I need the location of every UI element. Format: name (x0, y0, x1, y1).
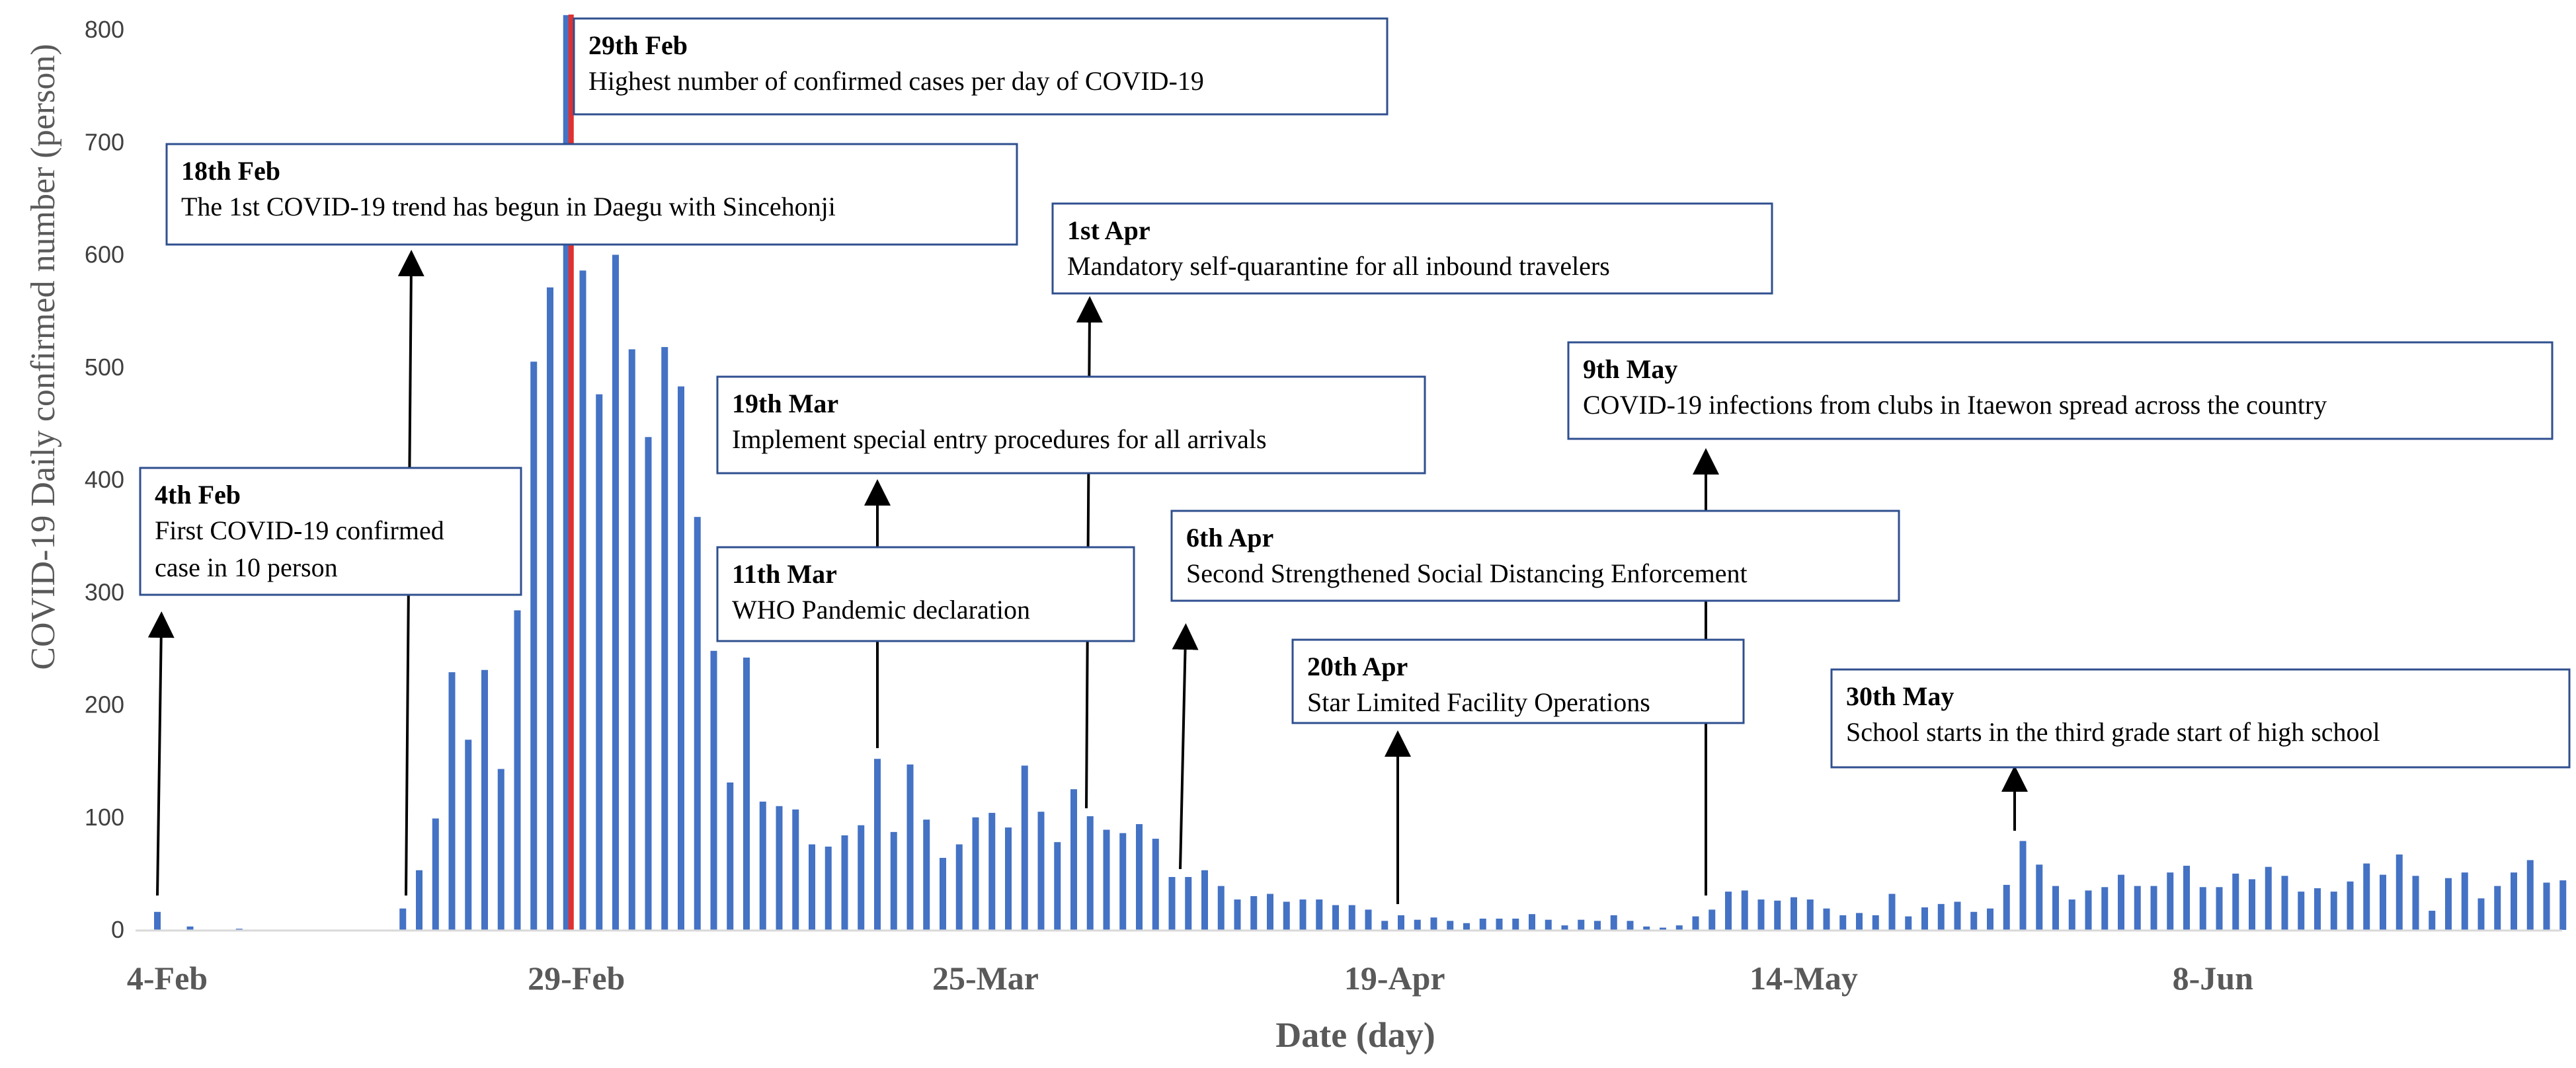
bar (2314, 888, 2321, 930)
bar (809, 845, 815, 930)
bar (1774, 901, 1781, 930)
bar (2429, 911, 2435, 930)
bar (760, 802, 766, 930)
bar (514, 610, 521, 930)
annotation-text: School starts in the third grade start of high school (1846, 717, 2380, 747)
bar (2249, 879, 2255, 930)
bar (1104, 829, 1110, 930)
annotation-title: 11th Mar (732, 559, 837, 589)
bar (2183, 866, 2190, 930)
bar (842, 835, 848, 930)
bar (154, 912, 161, 930)
bar (940, 858, 946, 930)
bar (1398, 915, 1404, 930)
bar (988, 813, 995, 930)
bar (678, 387, 684, 930)
bar (2216, 887, 2223, 930)
annotation-title: 18th Feb (181, 156, 280, 186)
bar (449, 672, 456, 930)
bar (1119, 833, 1126, 930)
bar (1954, 901, 1961, 930)
bar (1545, 920, 1552, 930)
bar (711, 651, 717, 930)
bar (1921, 907, 1928, 930)
bar (2445, 878, 2452, 930)
bar (907, 765, 914, 930)
annotation (1568, 342, 2552, 439)
bar (2396, 855, 2403, 930)
bar (1758, 899, 1765, 930)
bar (1218, 886, 1225, 930)
bar (874, 759, 881, 930)
bar (1332, 905, 1339, 930)
x-tick-label: 4-Feb (126, 960, 208, 997)
annotation-title: 4th Feb (155, 480, 241, 510)
bar (1693, 917, 1699, 930)
y-tick-label: 200 (84, 691, 124, 718)
bar (1234, 899, 1241, 930)
bar (1807, 899, 1814, 930)
bar (547, 287, 553, 930)
bar (1742, 890, 1748, 930)
bar (2085, 890, 2092, 930)
bar (1970, 912, 1977, 930)
bar (2544, 882, 2550, 930)
bar (1447, 921, 1453, 930)
bar (1283, 901, 1290, 930)
bar (1643, 927, 1650, 930)
bar (2134, 886, 2141, 930)
bar (1480, 919, 1486, 930)
annotation-title: 19th Mar (732, 389, 839, 418)
y-tick-label: 0 (110, 916, 124, 943)
y-tick-label: 800 (84, 16, 124, 43)
bar (1169, 877, 1176, 930)
bar (2559, 880, 2566, 930)
annotation (167, 144, 1017, 245)
annotation (574, 19, 1387, 114)
annotation (1831, 669, 2569, 767)
y-tick-label: 300 (84, 578, 124, 606)
bar (661, 347, 668, 930)
bar (1611, 915, 1617, 930)
bar (1070, 789, 1077, 930)
bar (1381, 921, 1388, 930)
bar (2101, 887, 2108, 930)
bar (1938, 904, 1945, 930)
bar (743, 658, 750, 930)
bar (1660, 928, 1666, 930)
bar (1627, 921, 1634, 930)
bar (1889, 894, 1896, 930)
annotation (717, 377, 1425, 473)
bar (612, 255, 619, 931)
bar (1201, 870, 1208, 930)
bar (1496, 919, 1503, 930)
bar (580, 270, 586, 930)
bar (1594, 921, 1601, 930)
bar (1529, 914, 1535, 930)
annotation-text: Highest number of confirmed cases per day of COVID-19 (588, 66, 1204, 96)
x-tick-label: 25-Mar (932, 960, 1039, 997)
annotation (1053, 204, 1772, 293)
annotation (140, 468, 521, 595)
annotation-text: Star Limited Facility Operations (1307, 687, 1650, 717)
bar (1136, 824, 1143, 930)
y-axis-title: COVID-19 Daily confirmed number (person) (24, 44, 62, 670)
bar (2478, 898, 2485, 930)
bar (2282, 876, 2288, 930)
bar (1431, 917, 1437, 930)
bar (1152, 839, 1159, 930)
annotation-text: First COVID-19 confirmed (155, 515, 444, 545)
bar (2167, 872, 2173, 930)
bar (858, 825, 864, 930)
bar (1562, 925, 1568, 930)
bar (2036, 864, 2042, 930)
bar (956, 845, 963, 930)
bar (2511, 872, 2517, 930)
bar (2347, 882, 2354, 930)
bar (2200, 887, 2206, 930)
bar (481, 670, 488, 930)
bar (2494, 886, 2501, 930)
bar (2462, 872, 2468, 930)
bar (776, 806, 783, 930)
bar (416, 870, 423, 930)
bar (1856, 913, 1863, 930)
y-tick-label: 500 (84, 353, 124, 381)
bar (2380, 875, 2386, 930)
bar (923, 820, 930, 930)
bar (1905, 917, 1912, 930)
bar (1365, 909, 1372, 930)
bar (1987, 909, 1993, 930)
x-tick-label: 8-Jun (2172, 960, 2253, 997)
annotation-arrow (1180, 636, 1186, 869)
y-tick-label: 600 (84, 241, 124, 268)
bar (1463, 923, 1470, 930)
annotation-title: 9th May (1583, 354, 1678, 384)
bar (2069, 899, 2075, 930)
bar (1250, 896, 1257, 930)
bar (1185, 877, 1191, 930)
bar (1709, 909, 1715, 930)
bar (498, 769, 504, 930)
bar (694, 517, 701, 930)
bar (1316, 899, 1322, 930)
annotation-title: 20th Apr (1307, 652, 1408, 681)
bar (1676, 925, 1683, 930)
bar (792, 810, 799, 930)
bar (1300, 899, 1307, 930)
bar (1087, 816, 1094, 930)
annotation-arrow (157, 625, 161, 896)
x-tick-label: 19-Apr (1344, 960, 1445, 997)
bar (1022, 765, 1028, 930)
annotation-text: case in 10 person (155, 553, 338, 582)
bar (645, 437, 652, 930)
x-tick-label: 29-Feb (528, 960, 625, 997)
bar (399, 909, 406, 930)
annotation-text: The 1st COVID-19 trend has begun in Daegu with Sincehonji (181, 192, 836, 221)
annotation-text: Mandatory self-quarantine for all inbound travelers (1067, 251, 1610, 281)
annotation-title: 6th Apr (1186, 523, 1274, 553)
bar (2413, 876, 2419, 930)
bar (2527, 860, 2534, 930)
y-tick-label: 100 (84, 803, 124, 831)
annotation-text: Second Strengthened Social Distancing Enforcement (1186, 558, 1748, 588)
bar (2020, 841, 2027, 930)
annotation-text: WHO Pandemic declaration (732, 595, 1030, 625)
y-tick-label: 700 (84, 128, 124, 156)
annotation (1172, 511, 1899, 601)
bar (2363, 864, 2370, 930)
bar (2331, 892, 2337, 930)
x-tick-label: 14-May (1750, 960, 1858, 997)
x-axis-title: Date (day) (1275, 1015, 1435, 1055)
annotation-title: 1st Apr (1067, 215, 1150, 245)
bar (1824, 909, 1830, 930)
bar (1005, 827, 1012, 930)
annotation (1293, 640, 1744, 723)
bar (1267, 894, 1273, 930)
bar (891, 832, 897, 930)
bar (1791, 897, 1797, 930)
bar (187, 927, 194, 930)
bar (1872, 915, 1879, 930)
bar (2118, 875, 2124, 930)
annotation-text: COVID-19 infections from clubs in Itaewon spread across the country (1583, 390, 2327, 420)
bar (1349, 905, 1355, 930)
bar (629, 350, 635, 930)
bar (2052, 886, 2059, 930)
bar (825, 847, 832, 930)
bar (727, 782, 733, 930)
bar (465, 740, 471, 930)
bar (1839, 915, 1846, 930)
annotation (717, 547, 1134, 641)
bar (1414, 920, 1421, 930)
bar (1578, 920, 1584, 930)
bar (2151, 886, 2157, 930)
annotation-title: 29th Feb (588, 30, 688, 60)
y-tick-label: 400 (84, 466, 124, 493)
bar (2003, 885, 2010, 930)
bar (973, 818, 979, 930)
bar (530, 362, 537, 930)
annotation-title: 30th May (1846, 681, 1954, 711)
annotation-text: Implement special entry procedures for all arrivals (732, 424, 1267, 454)
bar (1054, 842, 1061, 930)
bar (596, 395, 602, 930)
bar (2298, 892, 2304, 930)
bar (2232, 874, 2239, 930)
bar (2265, 867, 2272, 930)
bar (1038, 812, 1045, 930)
bar (432, 818, 439, 930)
bar (1725, 892, 1732, 930)
bar (1512, 919, 1519, 930)
